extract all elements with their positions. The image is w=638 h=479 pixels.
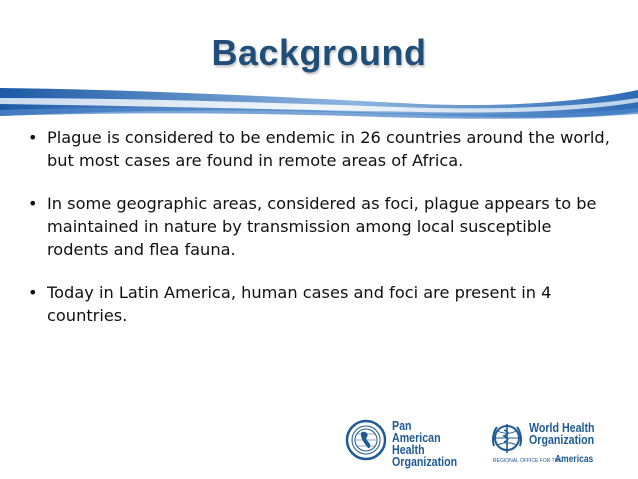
bullet-list — [28, 126, 618, 347]
who-emblem-icon — [489, 420, 525, 456]
footer-logos — [344, 410, 614, 470]
paho-line-2: Health — [392, 442, 425, 457]
who-region: Americas — [555, 454, 594, 465]
bullet-item — [28, 126, 618, 172]
who-line-1: World Health — [529, 420, 595, 435]
bullet-dot: • — [28, 128, 38, 147]
who-line-2: Organization — [529, 432, 595, 447]
header-wave-band — [0, 86, 638, 122]
bullet-text: Today in Latin America, human cases and foci are present in 4 countries. — [47, 283, 552, 325]
paho-name — [392, 420, 459, 468]
bullet-text: In some geographic areas, considered as foci, plague appears to be maintained in nature by transmission among local susceptible rodents and flea fauna. — [47, 194, 597, 259]
paho-line-3: Organization — [392, 454, 458, 469]
bullet-text: Plague is considered to be endemic in 26 countries around the world, but most cases are found in remote areas of Africa. — [47, 128, 610, 170]
who-logo — [489, 410, 619, 470]
who-subtitle: REGIONAL OFFICE FOR THE — [493, 458, 562, 464]
bullet-dot: • — [28, 283, 38, 302]
paho-logo — [344, 410, 474, 470]
bullet-dot: • — [28, 194, 38, 213]
paho-line-1: Pan American — [392, 418, 441, 445]
bullet-item — [28, 192, 618, 261]
who-name — [529, 422, 595, 446]
paho-emblem-icon — [344, 418, 388, 462]
bullet-item — [28, 281, 618, 327]
slide-title: Background — [211, 32, 427, 73]
